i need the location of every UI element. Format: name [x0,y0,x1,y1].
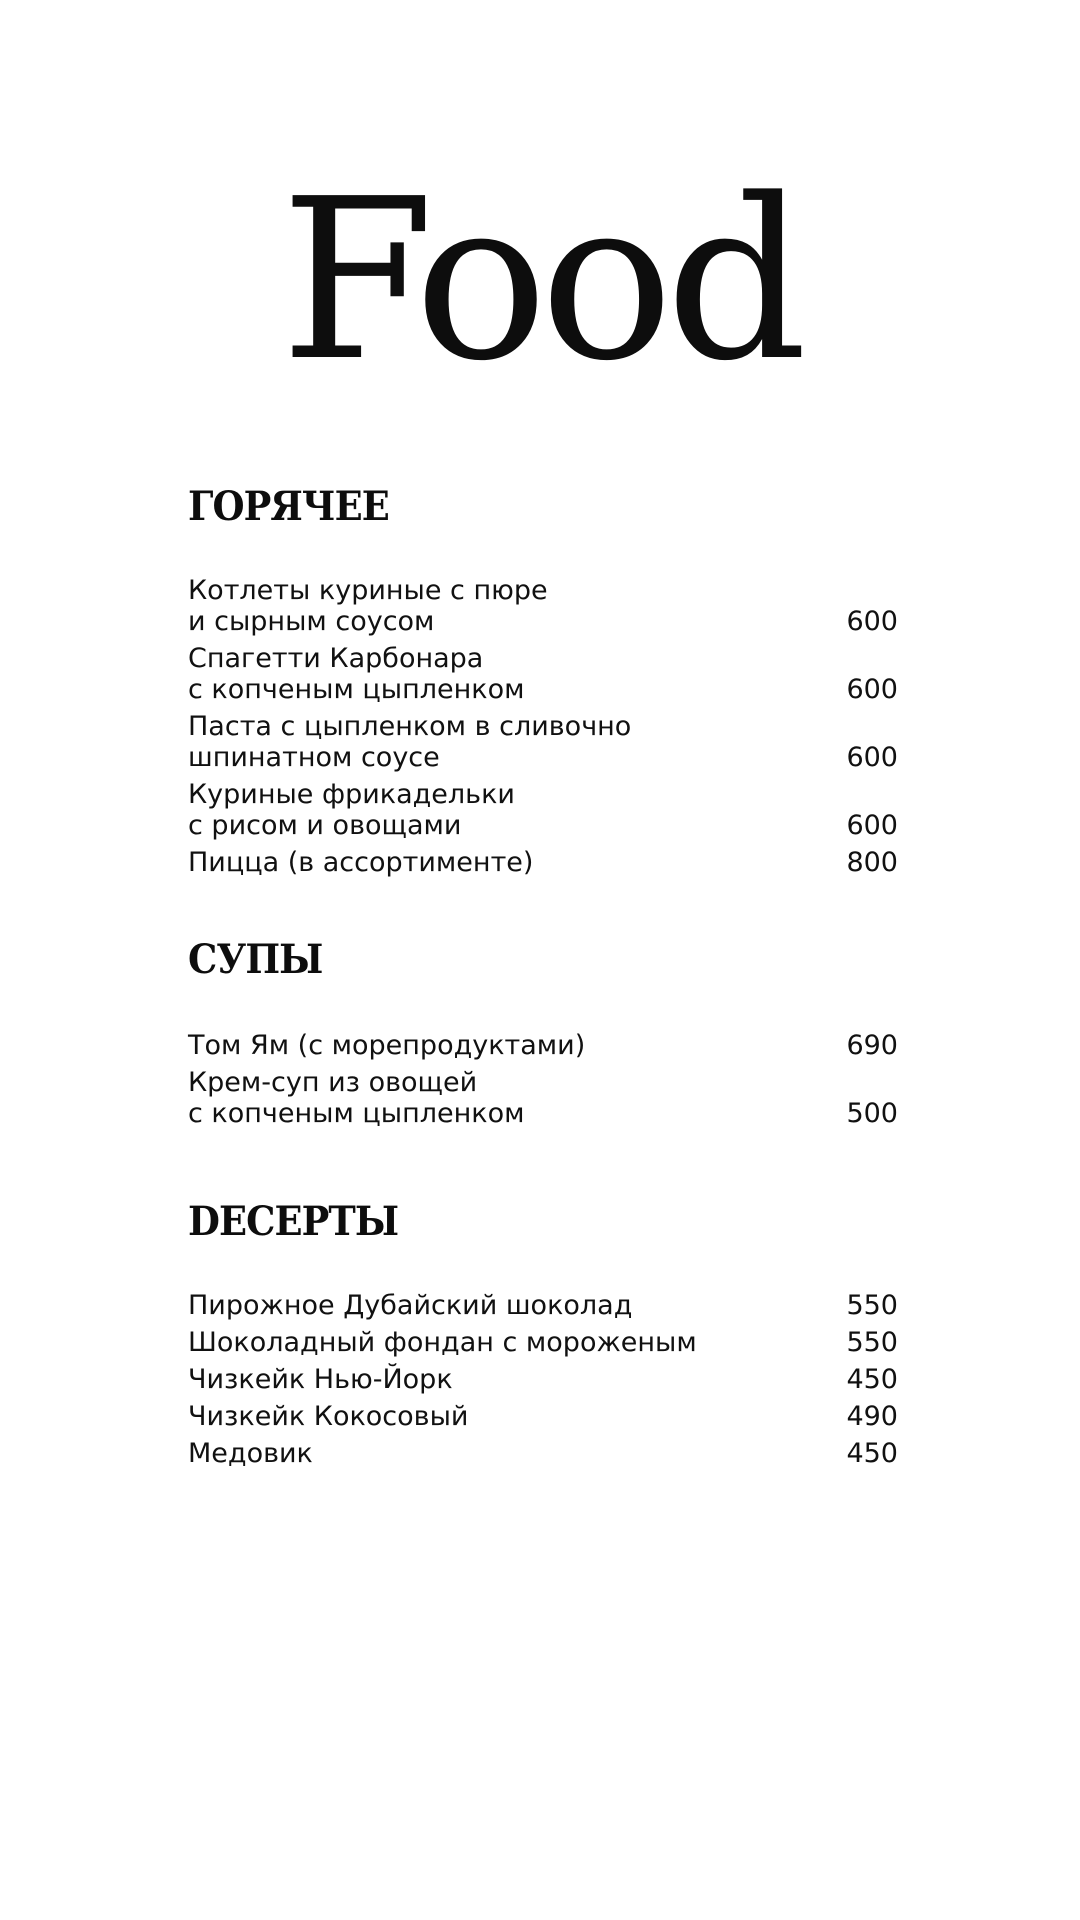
menu-item [188,779,898,841]
menu-item-price: 600 [846,810,898,841]
menu-item-price: 800 [846,847,898,878]
menu-item [188,711,898,773]
section-hot [188,483,898,884]
menu-item-name: Медовик [188,1438,313,1469]
menu-item-price: 550 [846,1327,898,1358]
menu-item-price: 550 [846,1290,898,1321]
menu-item [188,1364,898,1395]
section-heading-soups: СУПЫ [188,936,323,983]
menu-item-price: 500 [846,1098,898,1129]
menu-item-name: Пирожное Дубайский шоколад [188,1290,633,1321]
menu-item [188,1327,898,1358]
menu-item-price: 450 [846,1438,898,1469]
menu-item [188,1030,898,1061]
menu-item [188,1067,898,1129]
section-soups [188,936,898,1135]
menu-item-price: 600 [846,606,898,637]
menu-item-price: 490 [846,1401,898,1432]
menu-item-name: Котлеты куриные с пюре и сырным соусом [188,575,548,637]
menu-item [188,1438,898,1469]
item-list-desserts [188,1290,898,1469]
menu-item [188,643,898,705]
section-heading-desserts: DЕСЕРТЫ [188,1198,399,1245]
menu-item [188,847,898,878]
menu-item-name: Крем-суп из овощей с копченым цыпленком [188,1067,525,1129]
menu-item [188,1401,898,1432]
menu-item-name: Спагетти Карбонара с копченым цыпленком [188,643,525,705]
menu-item-price: 600 [846,674,898,705]
menu-item-name: Шоколадный фондан с мороженым [188,1327,697,1358]
page-title: Food [280,152,800,410]
menu-item-name: Чизкейк Кокосовый [188,1401,469,1432]
menu-item-price: 690 [846,1030,898,1061]
section-heading-hot: ГОРЯЧЕЕ [188,483,389,530]
menu-item-price: 450 [846,1364,898,1395]
section-desserts [188,1198,898,1475]
menu-item-name: Паста с цыпленком в сливочно шпинатном соусе [188,711,632,773]
menu-item-price: 600 [846,742,898,773]
menu-item-name: Пицца (в ассортименте) [188,847,534,878]
menu-item-name: Том Ям (с морепродуктами) [188,1030,586,1061]
menu-item [188,1290,898,1321]
menu-item-name: Чизкейк Нью-Йорк [188,1364,453,1395]
item-list-soups [188,1030,898,1129]
menu-item-name: Куриные фрикадельки с рисом и овощами [188,779,515,841]
menu-item [188,575,898,637]
item-list-hot [188,575,898,878]
